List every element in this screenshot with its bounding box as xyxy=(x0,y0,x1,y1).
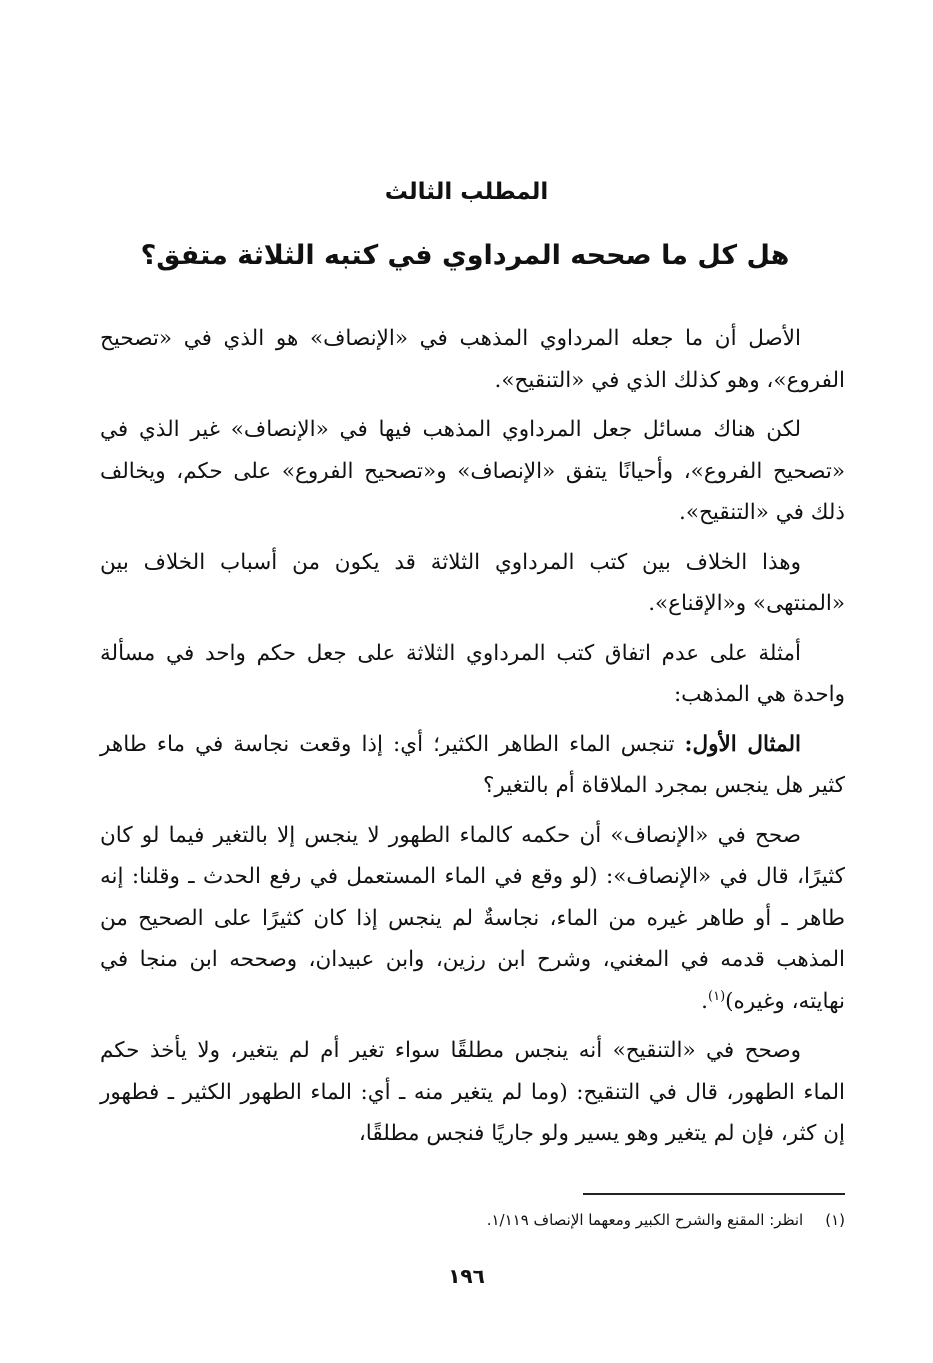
footnote-divider xyxy=(583,1193,845,1195)
paragraph-text: الأصل أن ما جعله المرداوي المذهب في «الإنصاف» هو الذي في «تصحيح الفروع»، وهو كذلك الذي في «التنقيح». xyxy=(100,326,845,393)
page-number: ١٩٦ xyxy=(448,1264,485,1288)
paragraph xyxy=(100,724,845,807)
paragraph-text: وصحح في «التنقيح» أنه ينجس مطلقًا سواء تغير أم لم يتغير، ولا يأخذ حكم الماء الطهور، قال في التنقيح: (وما لم يتغير منه ـ أي: الماء الطهور الكثير ـ فطهور إن كثر، فإن لم يتغير وهو يسير ولو جاريًا فنجس مطلقًا، xyxy=(100,1038,845,1146)
paragraph xyxy=(100,542,845,625)
footnote xyxy=(100,1208,845,1232)
example-heading: المثال الأول: xyxy=(684,731,801,757)
footnote-reference[interactable]: (١) xyxy=(708,988,726,1004)
paragraph xyxy=(100,1030,845,1155)
body-text xyxy=(100,318,845,1163)
paragraph-tail: . xyxy=(701,988,708,1014)
paragraph xyxy=(100,318,845,401)
section-label: المطلب الثالث xyxy=(384,179,549,205)
footnote-text: انظر: المقنع والشرح الكبير ومعهما الإنصاف ١/١١٩. xyxy=(486,1211,804,1229)
paragraph-text: وهذا الخلاف بين كتب المرداوي الثلاثة قد يكون من أسباب الخلاف بين «المنتهى» و«الإقناع». xyxy=(100,549,845,616)
paragraph-text: تنجس الماء الطاهر الكثير؛ أي: إذا وقعت نجاسة في ماء طاهر كثير هل ينجس بمجرد الملاقاة أم بالتغير؟ xyxy=(100,731,845,798)
section-title: هل كل ما صححه المرداوي في كتبه الثلاثة متفق؟ xyxy=(140,240,790,271)
paragraph-text: صحح في «الإنصاف» أن حكمه كالماء الطهور لا ينجس إلا بالتغير فيما لو كان كثيرًا، قال في «الإنصاف»: (لو وقع في الماء المستعمل في رفع الحدث ـ وقلنا: إنه طاهر ـ أو طاهر غيره من الماء، نجاسةٌ لم ينجس إذا كان كثيرًا على الصحيح من المذهب قدمه في المغني، وشرح ابن رزين، وابن عبيدان، وصححه ابن منجا في نهايته، وغيره) xyxy=(100,822,845,1014)
footnote-number: (١) xyxy=(825,1211,845,1229)
paragraph xyxy=(100,815,845,1023)
paragraph-text: أمثلة على عدم اتفاق كتب المرداوي الثلاثة على جعل حكم واحد في مسألة واحدة هي المذهب: xyxy=(100,640,845,707)
paragraph-text: لكن هناك مسائل جعل المرداوي المذهب فيها في «الإنصاف» غير الذي في «تصحيح الفروع»، وأحيانًا يتفق «الإنصاف» و«تصحيح الفروع» على حكم، ويخالف ذلك في «التنقيح». xyxy=(100,417,845,525)
paragraph xyxy=(100,633,845,716)
paragraph xyxy=(100,409,845,534)
